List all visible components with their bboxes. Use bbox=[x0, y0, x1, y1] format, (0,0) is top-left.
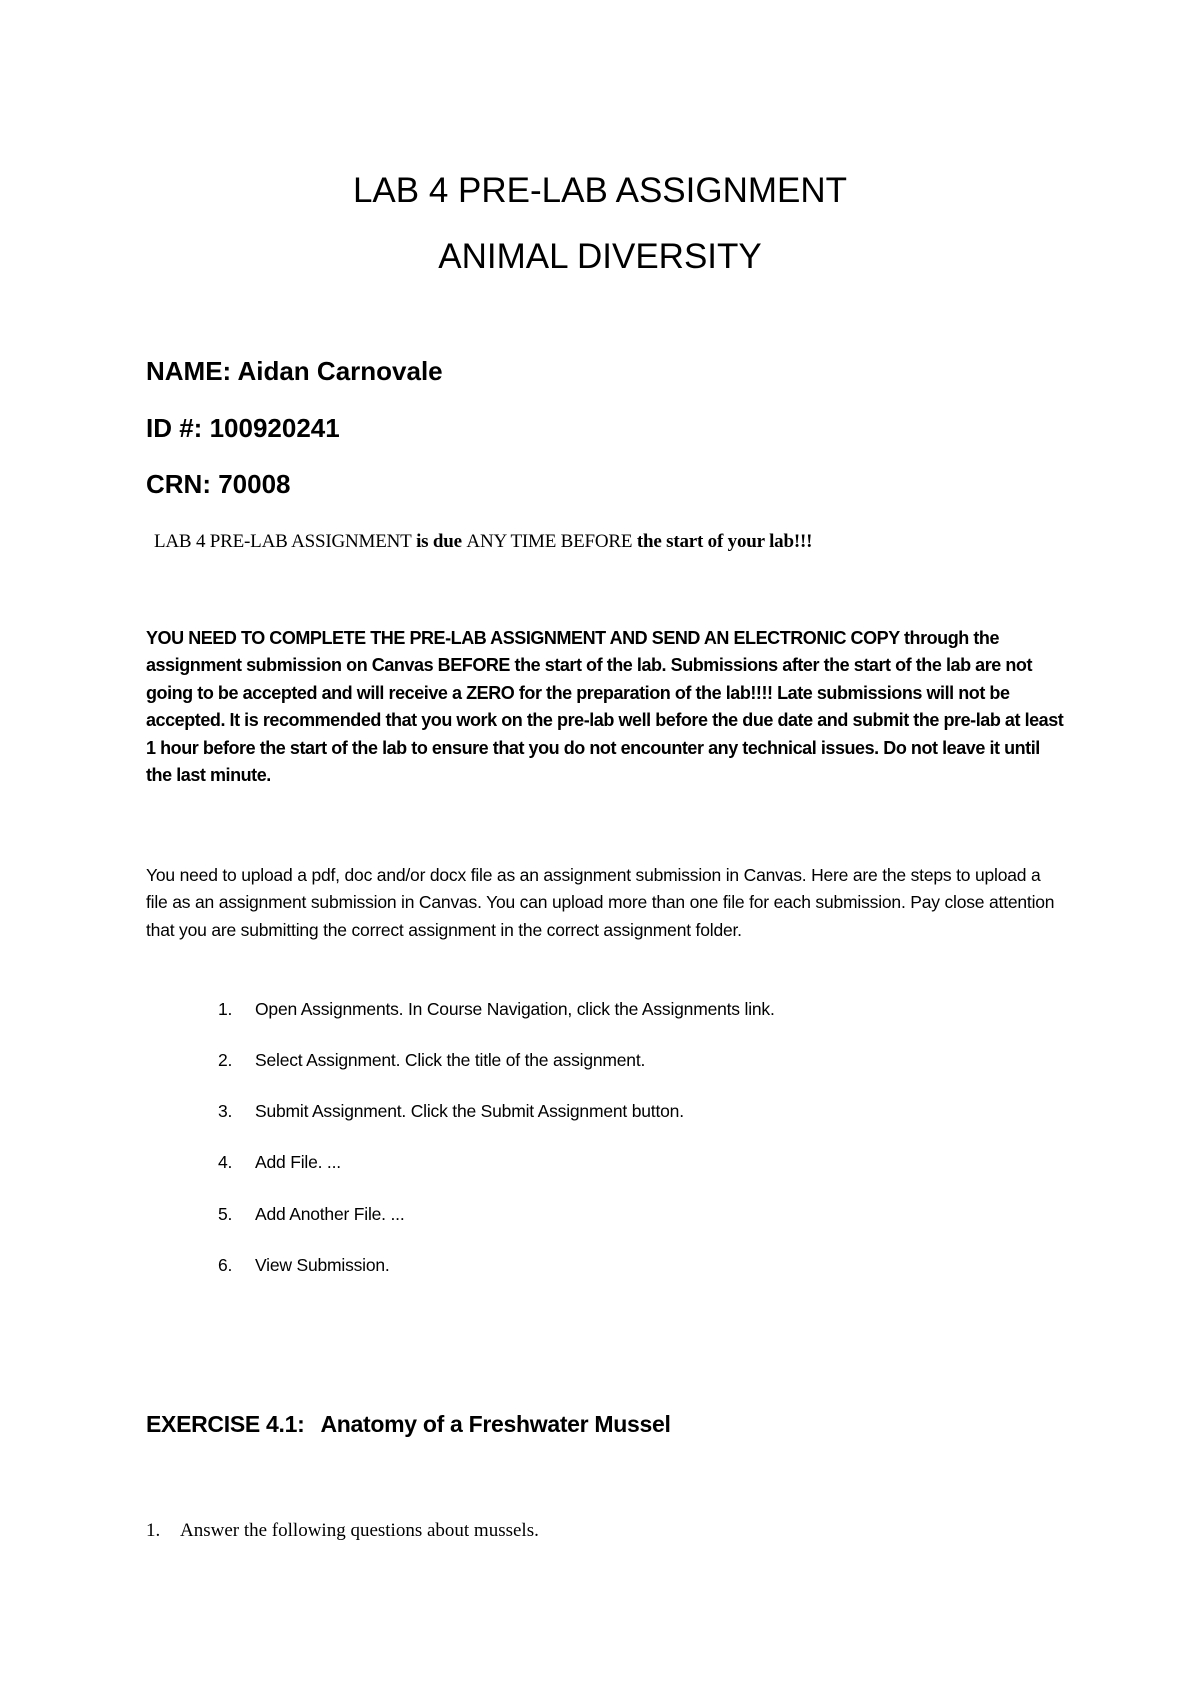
student-crn: CRN: 70008 bbox=[146, 469, 291, 499]
list-item bbox=[146, 1149, 1046, 1175]
due-notice-tail: the start of your lab!!! bbox=[632, 531, 813, 552]
step-number: 1. bbox=[218, 999, 233, 1019]
due-notice-assignment: LAB 4 PRE-LAB ASSIGNMENT bbox=[154, 531, 412, 552]
due-notice-is-due: is due bbox=[411, 531, 467, 552]
due-notice bbox=[154, 530, 812, 554]
document-title: LAB 4 PRE-LAB ASSIGNMENT bbox=[352, 171, 848, 210]
step-text: Submit Assignment. Click the Submit Assignment button. bbox=[255, 1101, 684, 1121]
exercise-heading bbox=[146, 1409, 671, 1439]
document-subtitle: ANIMAL DIVERSITY bbox=[438, 237, 762, 276]
list-item bbox=[146, 1047, 1046, 1073]
step-number: 3. bbox=[218, 1101, 233, 1121]
list-item bbox=[146, 1098, 1046, 1124]
step-number: 5. bbox=[218, 1204, 233, 1224]
submission-warning: YOU NEED TO COMPLETE THE PRE-LAB ASSIGNMENT AND SEND AN ELECTRONIC COPY through the assignment submission on Canvas BEFORE the start of the lab. Submissions after the start of the lab are not going to be accepted and will receive a ZERO for the preparation of the lab!!!! Late submissions will not be accepted. It is recommended that you work on the pre-lab well before the due date and submit the pre-lab at least 1 hour before the start of the lab to ensure that you do not encounter any technical issues. Do not leave it until the last minute. bbox=[146, 628, 1064, 786]
upload-instructions: You need to upload a pdf, doc and/or docx file as an assignment submission in Canvas. Here are the steps to upload a file as an assignment submission in Canvas. You can upload more than one file for each submission. Pay close attention that you are submitting the correct assignment in the correct assignment folder. bbox=[146, 865, 1055, 940]
step-number: 6. bbox=[218, 1255, 233, 1275]
exercise-label: EXERCISE 4.1: bbox=[146, 1411, 305, 1437]
list-item bbox=[146, 1201, 1046, 1227]
list-item bbox=[146, 1252, 1046, 1278]
step-text: Add Another File. ... bbox=[255, 1204, 405, 1224]
step-text: Add File. ... bbox=[255, 1152, 341, 1172]
step-number: 4. bbox=[218, 1152, 233, 1172]
step-text: Select Assignment. Click the title of the assignment. bbox=[255, 1050, 646, 1070]
exercise-title: Anatomy of a Freshwater Mussel bbox=[320, 1411, 671, 1437]
student-id: ID #: 100920241 bbox=[146, 413, 340, 443]
student-name: NAME: Aidan Carnovale bbox=[146, 356, 443, 386]
question-text: Answer the following questions about mussels. bbox=[180, 1520, 539, 1541]
question-number: 1. bbox=[146, 1520, 161, 1541]
question-item bbox=[146, 1518, 539, 1544]
step-number: 2. bbox=[218, 1050, 233, 1070]
step-text: View Submission. bbox=[255, 1255, 390, 1275]
list-item bbox=[146, 996, 1046, 1022]
step-text: Open Assignments. In Course Navigation, click the Assignments link. bbox=[255, 999, 775, 1019]
due-notice-deadline: ANY TIME BEFORE bbox=[466, 531, 633, 552]
